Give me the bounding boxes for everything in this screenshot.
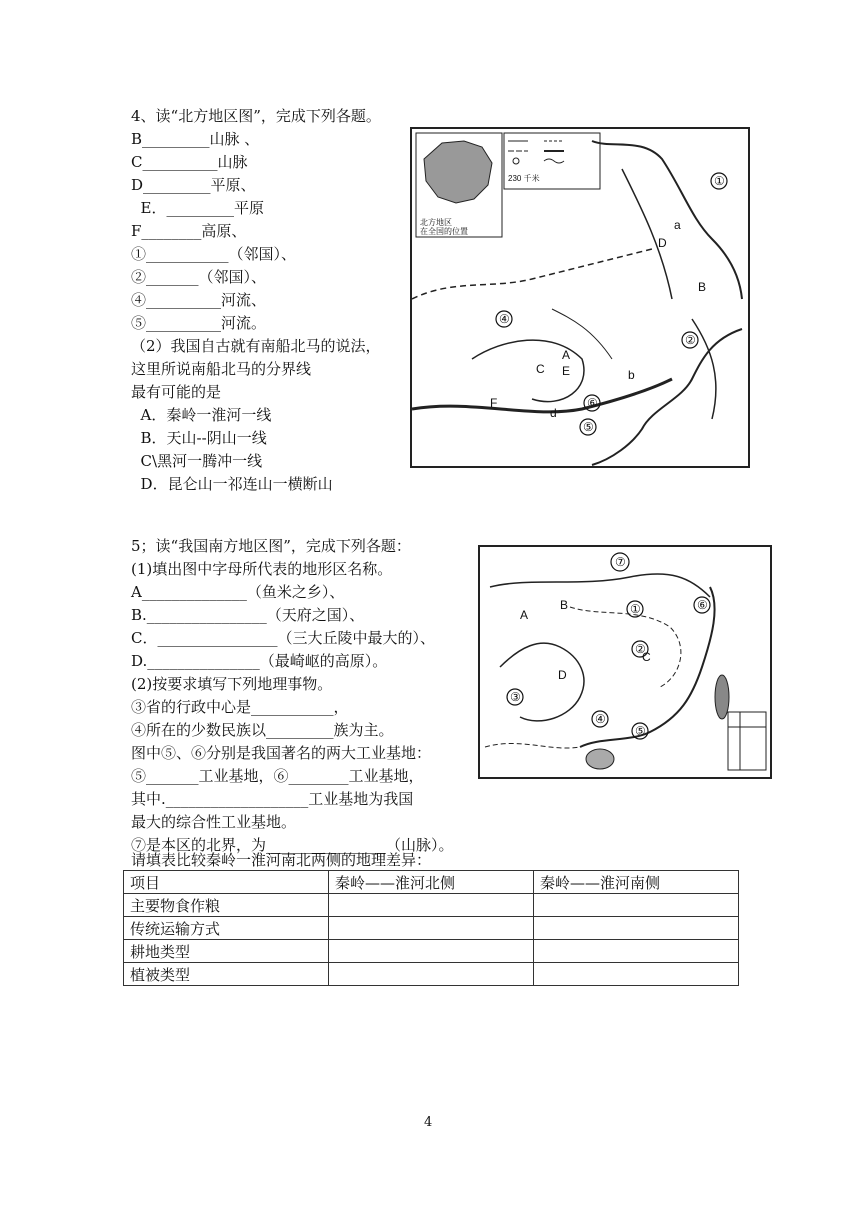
- north-label-1: ①: [714, 174, 725, 188]
- row-label-vegetation: 植被类型: [124, 963, 329, 986]
- south-label-a: A: [520, 608, 529, 622]
- q4-title: 4、读“北方地区图”，完成下列各题。: [131, 107, 381, 125]
- table-row: [124, 917, 739, 940]
- cell-crops-south[interactable]: [534, 894, 739, 917]
- q4-line-c: C__________山脉: [131, 153, 248, 171]
- north-label-f-upper: F: [490, 396, 498, 410]
- north-label-d-upper: D: [658, 236, 667, 250]
- header-item: 项目: [124, 871, 329, 894]
- south-label-7: ⑦: [615, 555, 626, 569]
- cell-vegetation-south[interactable]: [534, 963, 739, 986]
- north-label-c-upper: C: [536, 362, 545, 376]
- q4-option-d: D．昆仑山一祁连山一横断山: [131, 475, 333, 493]
- header-north: 秦岭——淮河北侧: [329, 871, 534, 894]
- q4-line-d: D_________平原、: [131, 176, 256, 194]
- north-region-map: [410, 127, 750, 468]
- south-label-5: ⑤: [635, 724, 646, 738]
- q4-line-2: ②_______（邻国）、: [131, 268, 267, 286]
- comparison-table: [123, 870, 739, 986]
- q5-line-5-6: ⑤_______工业基地，⑥________工业基地，: [131, 767, 424, 785]
- q4-line-e: E．_________平原: [131, 199, 264, 217]
- south-label-2: ②: [635, 642, 646, 656]
- q4-option-a: A．秦岭一淮河一线: [131, 406, 272, 424]
- north-label-4: ④: [499, 312, 510, 326]
- q4-option-b: B．天山--阴山一线: [131, 429, 267, 447]
- row-label-transport: 传统运输方式: [124, 917, 329, 940]
- q4-sub2-text-2: 这里所说南船北马的分界线: [131, 360, 312, 378]
- q4-sub2-text-3: 最有可能的是: [131, 383, 222, 401]
- q4-line-f: F________高原、: [131, 222, 247, 240]
- south-label-b: B: [560, 598, 569, 612]
- q4-line-4: ④__________河流、: [131, 291, 267, 309]
- row-label-crops: 主要物食作粮: [124, 894, 329, 917]
- q5-line-7: ⑦是本区的北界，为________________（山脉）。: [131, 836, 454, 854]
- q4-line-b: B_________山脉 、: [131, 130, 260, 148]
- q5-line-bases: 图中⑤、⑥分别是我国著名的两大工业基地：: [131, 744, 432, 762]
- north-label-b-lower: b: [628, 368, 635, 382]
- q4-sub2-text: （2）我国自古就有南船北马的说法，: [131, 337, 381, 355]
- south-label-1: ①: [630, 602, 641, 616]
- q5-line-3: ③省的行政中心是___________，: [131, 698, 349, 716]
- north-label-a-upper: A: [562, 348, 571, 362]
- table-row: [124, 894, 739, 917]
- q5-line-a: A______________（鱼米之乡）、: [131, 583, 345, 601]
- row-label-farmland: 耕地类型: [124, 940, 329, 963]
- cell-transport-south[interactable]: [534, 917, 739, 940]
- cell-farmland-north[interactable]: [329, 940, 534, 963]
- q5-sub1: (1)填出图中字母所代表的地形区名称。: [131, 560, 393, 578]
- table-row: [124, 963, 739, 986]
- north-label-5: ⑤: [583, 420, 594, 434]
- legend-scale: 230 千米: [508, 174, 540, 183]
- q5-table-prompt: 请填表比较秦岭一淮河南北两侧的地理差异：: [131, 851, 432, 869]
- q5-line-4: ④所在的少数民族以_________族为主。: [131, 721, 394, 739]
- inset-caption-1: 北方地区: [420, 218, 452, 227]
- south-label-d: D: [558, 668, 567, 682]
- cell-vegetation-north[interactable]: [329, 963, 534, 986]
- south-label-c: C: [642, 650, 651, 664]
- cell-farmland-south[interactable]: [534, 940, 739, 963]
- south-region-map: [478, 545, 772, 779]
- page-number: 4: [424, 1115, 433, 1130]
- q5-line-largest: 其中.___________________工业基地为我国: [131, 790, 414, 808]
- table-row: [124, 940, 739, 963]
- south-label-6: ⑥: [697, 598, 708, 612]
- q5-line-largest-2: 最大的综合性工业基地。: [131, 813, 297, 831]
- q4-line-5: ⑤__________河流。: [131, 314, 267, 332]
- header-south: 秦岭——淮河南侧: [534, 871, 739, 894]
- q5-line-c: C．________________（三大丘陵中最大的）、: [131, 629, 435, 647]
- north-label-a-lower: a: [674, 218, 681, 232]
- cell-crops-north[interactable]: [329, 894, 534, 917]
- inset-caption-2: 在全国的位置: [420, 227, 468, 236]
- north-label-e-upper: E: [562, 364, 571, 378]
- q5-line-b: B.________________（天府之国）、: [131, 606, 365, 624]
- north-label-6: ⑥: [587, 396, 598, 410]
- table-header-row: [124, 871, 739, 894]
- south-map-drawing: [480, 547, 770, 777]
- cell-transport-north[interactable]: [329, 917, 534, 940]
- q5-line-d: D._______________（最崎岖的高原）。: [131, 652, 388, 670]
- north-label-2: ②: [685, 333, 696, 347]
- q5-title: 5；读“我国南方地区图”，完成下列各题：: [131, 537, 411, 555]
- north-map-drawing: [412, 129, 748, 466]
- south-label-4: ④: [595, 712, 606, 726]
- north-label-b-upper: B: [698, 280, 707, 294]
- q4-option-c: C\黑河一腾冲一线: [131, 452, 263, 470]
- q4-line-1: ①___________（邻国）、: [131, 245, 297, 263]
- south-label-3: ③: [510, 690, 521, 704]
- north-label-d-lower: d: [550, 406, 557, 420]
- q5-sub2: (2)按要求填写下列地理事物。: [131, 675, 333, 693]
